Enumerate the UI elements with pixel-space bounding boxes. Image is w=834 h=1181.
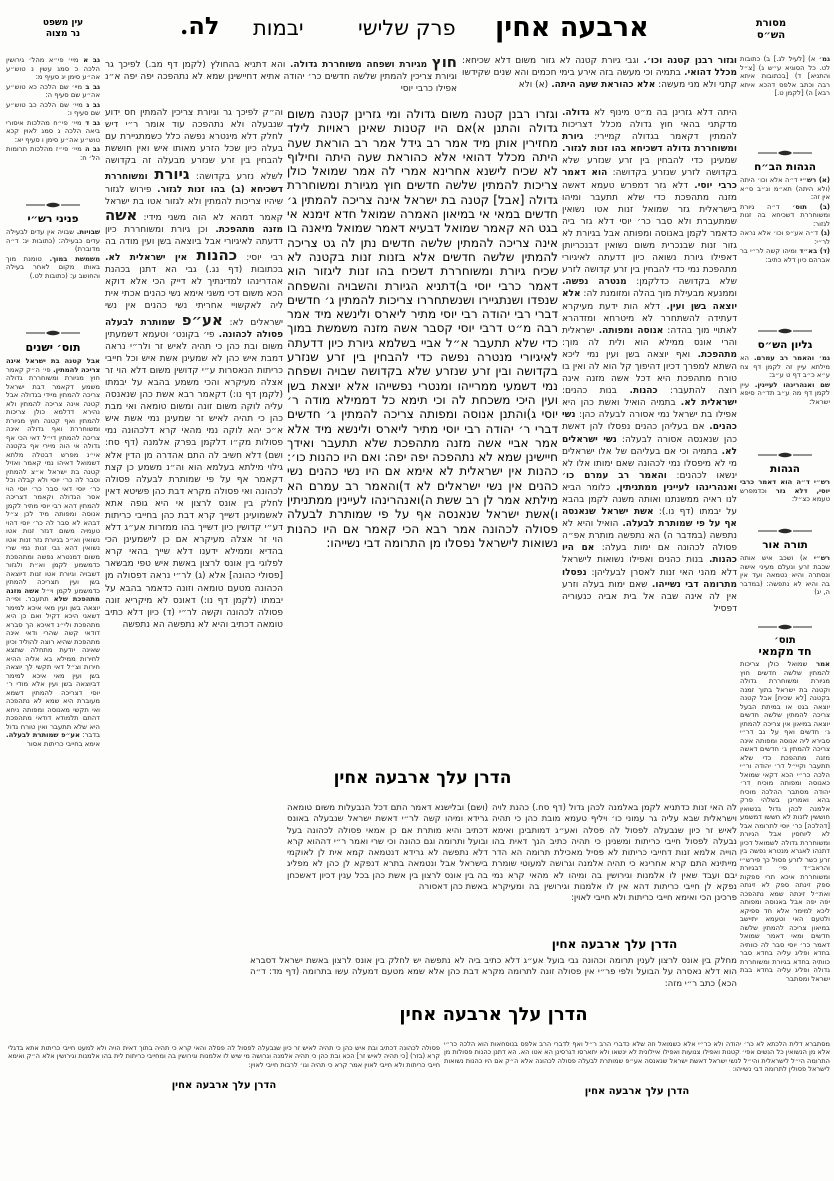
chad-mikamai-title <box>740 635 830 657</box>
divider-ornament <box>740 623 830 631</box>
chad-mikamai-continuation: מסתברא דלית הלכתא לא כר׳ יהודה ולא כר״י אלא כשמואל וזה שלא כדברי הרב ר״ל ואף לדברי הרב אלפס בנוסחאות הוא הלכה כר״י אלא מן הנשואין כל הנשים אפי׳ קטנות ואפילו צנועות ואפילו איילונית לא ינשאו ולא יתארסו דגרסינן הא אטו הא. הא דתנן כהנות פסולות מן התרומה הי״ל לישראלית והי״ל לנשי ישראל דאשת ישראל שנאנסה אע״פ שמותרת לבעלה פסולה לכהונה אלא ה״ק אם היו כהנות נשואות לישראל פסולין לתרומה דבי נשייהו: <box>444 1040 830 1073</box>
ein-mishpat-line2: נר מצוה <box>45 29 81 39</box>
torah-or-title: תורה אור <box>762 539 808 551</box>
tosafot-yeshanim-text: אבל קטנה בת ישראל אינה צריכה להמתין. פי׳ ה״ק קאמר חוץ מגיורת ומשוחררת גדולה משמע דקאמר דבת ישראל צריכה להמתין מיידי בגדולה אבל קטנה אינה צריכה להמתין ולא נהירא דדלמא כולן צריכות להמתין ואף קטנה חוץ מגיורת ומשוחררת ואף גדולה אינה צריכה להמתין די״ל דאי הכי אף גדולה אי הוה מיירי אף בקטנה אי״נ מפרש דבטלה מלתא דשמואל דאיהו נמי קאמר ואזיל קטנה בת ישראל א״צ להמתין וסבר לה כר׳ יוסי ולא קבלה וכל כר׳ יוסי דאי סבר כר׳ יוסי הוי אסר הגדולה וקאמר דצריכה להמתין דהא רבי יוסי מתיר לקמן אנוסה ומפותה מיד לכן צ״ל דבהא לא סבר לה כר׳ יוסי דהוי טעמיה משום דגזר זנות אטו נשואין וא״כ בגיורת גזר זנות אטו נשואין דהא גבי זנות נמי שרי משום דמנטרא נפשה ומתהפכת כדמשמע לקמן וא״ת ולגזור דשבויה וגיורת אטו זנות דיוצאה בשן ועין תצריכה להמתין כדמשמע לקמן וי״ל אשה מזנה מתהפכת שלא תתעבר. ופי׳ה יוצאה בשן ועין מאי איכא למימר דשאני היכא דקיל ואם כן היא מתהפכת ולי״נ דאיכא הך סברא דודאי קשה שהרי ודאי אינה מתהפכת שהיא רוצה להוליד וכיון שאינה יודעת מתחלה שתצא לחירות ממילא בא אליה ההיא חירות וצ״ל דאי תקשי לך יוצאה בשן ועין מאי איכא למימר דביוצאה בשן ועין אלא מודי ר׳ יוסי דצריכה להמתין דשמא מעוברת היא שמא לא נתהפכה ואי תקשי מאנוסה ומפותה ניחא דהתם תלמודא דודאי מתהפכת היא שלא תתעבר ואין טורח גדול בדבר: אע״פ שמותרת לבעלה. אימא בחייבי כריתות אסור <box>6 357 100 748</box>
gilyon-hashas-title: גליון הש״ס <box>757 339 813 351</box>
left-margin <box>6 56 100 1017</box>
masoret-line1: מסורת <box>755 18 787 29</box>
hadran-chad-mikamai: הדרן עלך ארבעה אחין <box>584 1086 690 1097</box>
ein-mishpat-line1: עין משפט <box>42 18 84 28</box>
ein-mishpat-items: גב א מיי׳ פי״א מהל׳ גירושין הלכה כ סמג עשין נ טוש״ע אה״ע סימן יג סעיף מ: גב ב מיי׳ שם הלכה כא טוש״ע אה״ע שם סעיף ה: גב ג מיי׳ שם הלכה כב טוש״ע שם סעיף ו: גב ד מיי׳ פי״ח מהלכות איסורי ביאה הלכה ג סמג לאוין קכא טוש״ע אה״ע סימן ו סעיף יא: גב ה מיי׳ פי״ז מהלכות תרומות הל׳ ח: <box>6 56 100 162</box>
masoret-references: גמ׳ א) [לעיל לג.] ב) כתובות לט. כל הסוגיא ע״ש ג) [צ״ל והתניא] ד) [בכתובות איתא רבה וכתב אלפס דהכא איתא רבא] ה) [לקמן ט.] <box>740 55 830 97</box>
masoret-hashas-header <box>732 18 810 42</box>
hadran-tosafot-yeshanim: הדרן עלך ארבעה אחין <box>171 1080 277 1091</box>
hagahot-title: הגהות <box>770 463 800 475</box>
rashi-column: היתה דלא גזרינן בה מ״ט מינוף לא גדולה. מדקתני בהאי חוץ גדולה מכלל דצריכות להמתין דקאמר בגדולה קמיירי: גיורת ומשוחררת גדולה דשכיחא בהו זנות לגזור. שמעינן כדי להבחין בין זרע שנזרע שלא בקדושה לזרע שנזרע בקדושה: הוא דאמר כרבי יוסי. דלא גזר דמפרש טעמא דאשה מזנה מתהפכת כדי שלא תתעבר ומיהו בישראלית גזר שמואל זנות אטו נשואין שמתעברת ולא סבר כר׳ יוסי דלא גזר ביה כדאמר לקמן באנוסה ומפותה אבל בגיורת לא גזור זנות שבנכרית משום נשואין דבנכריותן דאפילו גיורת נשואה כיון דדעתה לאיגיורי מתהפכת נמי כדי להבחין בין זרע קדושה לזרע שלא בקדושה כדלקמן: מנטרה נפשה. וממנעא מבעילת מוך בהלה ומזומנת לה: אלא יוצאה בשן ועין. דלא הות ידעת מעיקרא דעתידה להשתחרר לא מיטרחא ומזדהרא לאתויי מוך בהדה: אנוסה ומפותה. ישראלית והרי אונס ממילא הוא ולית לה מוך: מתהפכת. ואף יוצאה בשן ועין נמי ליכא השתא למפרך דכיון דהיפוך קל הוא לה ואין בו טורח מתהפכת היא דכל אשה מזנה אינה רוצה להתעבר: כהנות. בנות כהנים: ישראלית לא. בתמיה הואיל ואשת כהן היא אפילו בת ישראל נמי אסורה לבעלה כהן: נשי כהנים. אם בעליהן כהנים נפסלו להן דאשת כהן שנאנסה אסורה לבעלה: נשי ישראלים לא. בתמיה וכי אם בעליהם של אלו ישראלים מי לא מיפסלו נמי לכהונה שאם ימותו אלו לא ינשאו לכהנים: והאמר רב עמרם כו׳ ואנהרינהו לעיינין ממתניתין. כלומר הביא לנו ראיה ממשנתנו ואותה משנה לקמן בהבא על יבמתו (דף נו.): אשת ישראל שנאנסה אף על פי שמותרת לבעלה. הואיל והיא לא נתפשה (במדבר ה) הא נתפשה מותרת אפ״ה פסולה לכהונה אם ימות בעלה: אם היו כהנות. בנות כהנים ואפילו נשואות לישראל דלא מהני האי זנות לאסרן לבעליהן: נפסלו מתרומה דבי נשייהו. שאם ימות בעלה וזרע אין לה אינה שבה אל בית אביה כנעוריה דפסיל <box>562 108 737 614</box>
chad-mikamai-title-line2: חד מקמאי <box>758 645 812 658</box>
hagahot-bach-title: הגהות הב״ח <box>754 161 816 173</box>
tosafot-column: וה״ק לפיכך גר וגיורת צריכין להמתין חס ידוע שנבעלה ולא נתהפכה עוד אומר ר״י דיש לחלק דלא מינטרא נפשה כלל כשמתגיירת עם בעלה כיון שכל הזרע מאותו איש ואין חוששת להבחין בין זרע שנזרע מבעלה זה בקדושה לשלא נזרע בקדושה: גיורת ומשוחררת דשכיחא (ב) בהו זנות לגזור. פירוש לגזור שיהיו צריכות להמתין ולא לגזור אטו בת ישראל קאמר דמהא לא הוה משני מידי: אשה מזנה מתהפכת. וכן גיורת ומשוחררת כיון דדעתה לאיגיורי אבל ביוצאה בשן ועין מודה בה רבי יוסי: כהנות אין ישראלית לא. בכתובות (דף נג.) גבי הא דתנן בכהנת אהדרינהו למדינתיך לא דייק הכי אלא דוקא הכא משום דכי משני אימא נשי כהנים אכתי אית ליה לאקשויי אחריתי נשי כהנים אין נשי ישראלים לא: אע״פ שמותרת לבעלה פסולה לכהונה. פי׳ בקונט׳ וטעמא דשמעתין משום ובת כהן כי תהיה לאיש זר ולר״י נראה דמבת איש כהן לא שמעינן אשת איש וכל חייבי כריתות הנאסרות ע״י קדושין משום דלא הוי זר אצלה מעיקרא והכי משמע בהבא על יבמתו (לקמן דף נו:) דקאמר רבא אשת כהן שנאנסה עליה לוקה משום זונה ומשום טומאה ואי מבת כהן כי תהיה לאיש זר שמעינן נמי אשת איש א״כ יהא לוקה נמי מהאי קרא דלכהונה נמי פסולות מק״ו דלקמן בפרק אלמנה (דף סח: ושם) דלא חשיב לה התם אהדרה מן הדין אלא גילוי מילתא בעלמא הוא וה״נ משמע כן קצת דקאמר אף על פי שמותרת לבעלה פסולה לכהונה ואי פסולה מקרא דבת כהן פשיטא דאין לחלק בין אונס לרצון אי היא גופה אתא לאשמועינן דשייך קרא דבת כהן בחייבי כריתות דע״י קדושין כיון דשייך בהו ממזרות אע״ג דלא הוי זר אצלה מעיקרא אם כן לישמעינן הכי בהדיא וממילא ידענו דלא שייך בהאי קרא לפלוגי בין אונס לרצון באשת איש טפי מבשאר [פסולי כהונה] אלא (ג) לר״י נראה דפסולה מן הכהונה מטעם טומאה וזונה כדאמר בהבא על יבמתו (לקמן דף נו:) דאונס לא מיקריא זונה פסולה לכהונה וקשה לר״י (ד) כיון דלא כתיב טומאה דכתיב והיא לא נתפשה הא נתפשה <box>105 108 283 630</box>
tosafot-yeshanim-continuation: פסולה לכהונה דכתיב ובת איש כהן כי תהיה לאיש זר כיון שנבעלה לפסול לה פסלה והאי קרא כי תהיה בתוך דאית הויה ולא למעט חייבי כריתות אתא בדגלי קרא (בזר) [כי תהיה לאיש זר] הכא ובת כהן כי תהיה אלמנה וגרושה מי שיש לו אלמנות וגירושין בה ומחייבי כריתות לית בהו אלמנות וגירושין אלא ה״ק ואימא חייבי כריתות ולא חייבי לאוין אמר קרא כי תהיה וגו׳ לרבות חייבי לאוין: <box>8 1044 440 1069</box>
divider-ornament <box>740 527 830 535</box>
rashi-top-lines: וגזור רבנן קטנה וכו׳. וגבי גיורת קטנה לא גזור משום דלא שכיחא: מכלל דהואי. בתמיה וכי מעשה בזה אירע בימי חכמים והא שנים שקידשו קתני ולא מני מעשה: אלא כהוראת שעה היתה. (א) ולא <box>462 56 737 91</box>
hadran-gemara: הדרן עלך ארבעה אחין <box>333 768 512 788</box>
hadran-rashi: הדרן עלך ארבעה אחין <box>551 937 678 951</box>
hadran-tosafot: הדרן עלך ארבעה אחין <box>399 1004 588 1025</box>
torah-or-items: רש״י א) ושכב איש אותה שכבת זרע ונעלם מעיני אישה ונסתרה והיא נטמאה ועד אין בה והיא לא נתפשה: (במדבר ה, יג) <box>740 554 830 596</box>
tosafot-yeshanim-title: תוס׳ ישנים <box>25 341 81 354</box>
rashi-continuation: לה האי זנות כדתניא לקמן באלמנה לכהן גדול (דף סח.) כהנת לויה וישראלית שבא עליה גר עמוני כו׳ ויליף טעמא מובת כהן כי תהיה לאיש זר כיון שנבעלה לפסול לה פסלה ואע״ג דמותבינן ואימא נבעלה לפסול חייבי כריתות ומשנינן כי תהיה כתיב הנך דאית בהו הוייה אלמא זנות דחייבי כריתות לא פסיל מאכילת תרומה הא הדר מייתינא התם קרא אחרינא כי תהיה אלמנה וגרושה למעוטי שומרת יבם ועבד שאין לו אלמנות וגירושין בה ומיהו לא מהאי קרא נמי נפקא לן חייבי כריתות דהא אין לו אלמנות וגירושין בה ומעיקרא פרכינן הכי ואימא חייבי כריתות ולא חייבי לאוין: <box>492 803 737 904</box>
hagahot-bach-items: (א) רש״י ד״ה אלא וכו׳ היתה (ולא היתה) תא״מ ונ״ב ס״א אין זה: (ב) תוס׳ ד״ה גיורת ומשוחררת דשכיחא בה זנות לגזור: (ג) ד״ה אע״פ וכו׳ אלא נראה לר״י: (ד) בא״ד ומיהו קשה לר״י בר אברהם כיון דלא כתיב: <box>740 176 830 264</box>
pnini-rashi-items: שבויות. שבויה אין עדים לבעילה עדים כבעילה: (כתובות יג: ד״ה מדוברת) משמשת במוך. טומנת מוך באותו מקום לאחר בעילה והחושב ע: (כתובות לט.) <box>6 228 100 280</box>
perek-number-header: פרק שלישי <box>358 16 456 40</box>
ein-mishpat-header <box>28 18 98 40</box>
divider-ornament <box>6 201 100 209</box>
hagahot-items: רש״י ד״ה הוא דאמר כרבי יוסי, דלא גזר וכדמפרש טעמא כצ״ל: <box>740 478 830 503</box>
gilyon-hashas-items: גמ׳ והאמר רב עמרם. הא מילתא עיין זה לקמן דף צח ע״א כ״ב דף ט ע״ב: שם ואנהרינהו לעיינין. עיין לקמן דף מה ע״ב תד״ה סיפא ישראל: <box>740 354 830 406</box>
divider-ornament <box>6 329 100 337</box>
tosafot-top-lines: חוץ מגיורת ושפחה משוחררת גדולה. והא דתניא בהחולץ (לקמן דף מב.) לפיכך גר וגיורת צריכין להמתין שלשה חדשים כר׳ יהודה אתיא דחיישינן שמא לא נתהפכה יפה יפה א״נ אפילו כרבי יוסי <box>105 55 457 95</box>
daf-number: לה. <box>180 11 220 40</box>
chad-mikamai-text: אמר שמואל כולן צריכות להמתין שלשה חדשים חוץ מגיורת ומשוחררת גדולה וקטנה בת ישראל בתוך זמנה בקטנה [לא שכיח] אבל קטנה יוצאה בגט או במיתת הבעל צריכה להמתין שלשה חדשים יוצאה במיאון אין צריכה להמתין ג׳ חדשים ואף על גב דר״י סבירא ליה אנוסה ומפותה אינה צריכה להמתין ג׳ חדשים דאשה מזנה מתהפכת כדי שלא תתעבר וקיי״ל דר׳ יהודה ור״י הלכה כר״י הכא דקאי שמואל כאנוסה ומפותה מוכיח דר׳ יהודה מסתבר ההלכה מוכיח בהא ואמרינן בשלהי פרק אלמנה לכהן גדול בנשואין חוששין לזנות לא חששו דמשמע [דהלכה] כר׳ יוסי לתרומה אבל לא ליוחסין אבל הגיורת ומשוחררת גדולה לשמואל דכיון דתנהו לאגרא מנטרא נפשה בין זרע כשר לזרע פסול כך פירש״י והראב״ד פי׳ דבגיורת ומשוחררת איכא תרי ספקות ספק זינתה ספק לא זינתה ואת״ל זינתה שמא נתהפכה יפה יפה אבל באנוסה ומפותה ליכא למימר אלא חד ספיקא ולטעם האי וטעמא יתיישב במיאון צריכה להמתין שלשה חדשים ומאי דאמר שמואל דאמר כר׳ יוסי סבר לה כוותיה בחדא ופליג עליה בחדא סבר כוותיה בחדא בגיורת ומשוחררת גדולה ופליג עליה בחדא בבת ישראל ומסתבר <box>740 660 830 983</box>
divider-ornament <box>740 149 830 157</box>
masechet-header: יבמות <box>253 16 304 40</box>
gemara-column: וגזרו רבנן קטנה משום גדולה ומי גזרינן קטנה משום גדולה והתנן א)אם היו קטנות שאינן ראויות לילד מחזירין אותן מיד אמר רב גידל אמר רב הוראת שעה היתה מכלל דהואי אלא כהוראת שעה היתה וחילוף לא שכיח לישנא אחרינא אמרי לה אמר שמואל כולן צריכות להמתין שלשה חדשים חוץ מגיורת ומשוחררת גדולה [אבל] קטנה בת ישראל אינה צריכה להמתין ג׳ חדשים במאי אי במיאון האמרה שמואל חדא זימנא אי בגט הא קאמר שמואל דבעיא דאמר שמואל מיאנה בו אינה צריכה להמתין שלשה חדשים נתן לה גט צריכה להמתין שלשה חדשים אלא בזנות זנות בקטנה לא שכיח גיורת ומשוחררת דשכיח בהו זנות ליגזור הוא דאמר כרבי יוסי ב)דתניא הגיורת והשבויה והשפחה שנפדו ושנתגיירו ושנשתחררו צריכות להמתין ג׳ חדשים דברי רבי יהודה רבי יוסי מתיר ליארס ולינשא מיד אמר רבה מ״ט דרבי יוסי קסבר אשה מזנה משמשת במוך כדי שלא תתעבר א״ל אביי בשלמא גיורת כיון דדעתה לאיגיורי מנטרה נפשה כדי להבחין בין זרע שנזרע בקדושה ובין זרע שנזרע שלא בקדושה שבויה ושפחה נמי דשמעי ממרייהו ומנטרי נפשייהו אלא יוצאת בשן ועין היכי משכחת לה וכי תימא כל דממילא מודה ר׳ יוסי ג)והתנן אנוסה ומפותה צריכה להמתין ג׳ חדשים דברי ר׳ יהודה רבי יוסי מתיר ליארס ולינשא מיד אלא אמר אביי אשה מזנה מתהפכת שלא תתעבר ואידך חיישינן שמא לא נתהפכה יפה יפה: ואם היו כהנות כו׳: כהנות אין ישראלית לא אימא אם היו נשי כהנים נשי כהנים אין נשי ישראלים לא ד)והאמר רב עמרם הא מילתא אמר לן רב ששת ה)ואנהרינהו לעיינין ממתניתין ו)אשת ישראל שנאנסה אף על פי שמותרת לבעלה פסולה לכהונה אמר רבא הכי קאמר אם היו כהנות נשואות לישראל נפסלו מן התרומה דבי נשייהו: <box>287 107 558 550</box>
tosafot-continuation: (ושם) ובלישנא דאמר התם דכל הנבעלות משום טומאה גרידא ומיהו קשה לר״י דאשת ישראל שנבעלה באונס דכתיב והיא מותרת אם כן אמאי פסולה לכהונה בעל ובועל ותרומה וגם כהונה וכי שרי ואמר ר״י דההוא קרא דלא נתפשה לא גרידא דנטמאה קמא אית לן לאוקמי בישראל אבל ונטמאה בתרא דנפקא לן כהן לא מפליג בה בין אונס לרצון בין אשת כהן בכל ענין דכיון דאשכחן באשת כהן דאסורה <box>287 803 488 893</box>
divider-ornament <box>740 451 830 459</box>
masoret-line2: הש״ס <box>756 30 786 41</box>
pnini-rashi-title: פניני רש״י <box>27 213 79 225</box>
divider-ornament <box>740 327 830 335</box>
chad-mikamai-title-line1: תוס׳ <box>774 635 796 646</box>
tosafot-wide-lines: מחלק בין אונס לרצון לענין תרומה וכהונה גבי בועל אע״ג דלא כתיב ביה לא נתפשה יש לחלק בין אונס לרצון באשת ישראל דסברא הוא דלא נאסרה על הבועל ולפי פר״י אין פסולה זונה לתרומה מקרא דבת כהן אלא שמא מטעם דמעלה עשו בתרומה (דף מד: ד״ה הכא) כתב ר״י מזה: <box>250 956 737 989</box>
right-margin <box>740 55 830 1012</box>
perek-name-header: ארבעה אחין <box>495 12 649 43</box>
